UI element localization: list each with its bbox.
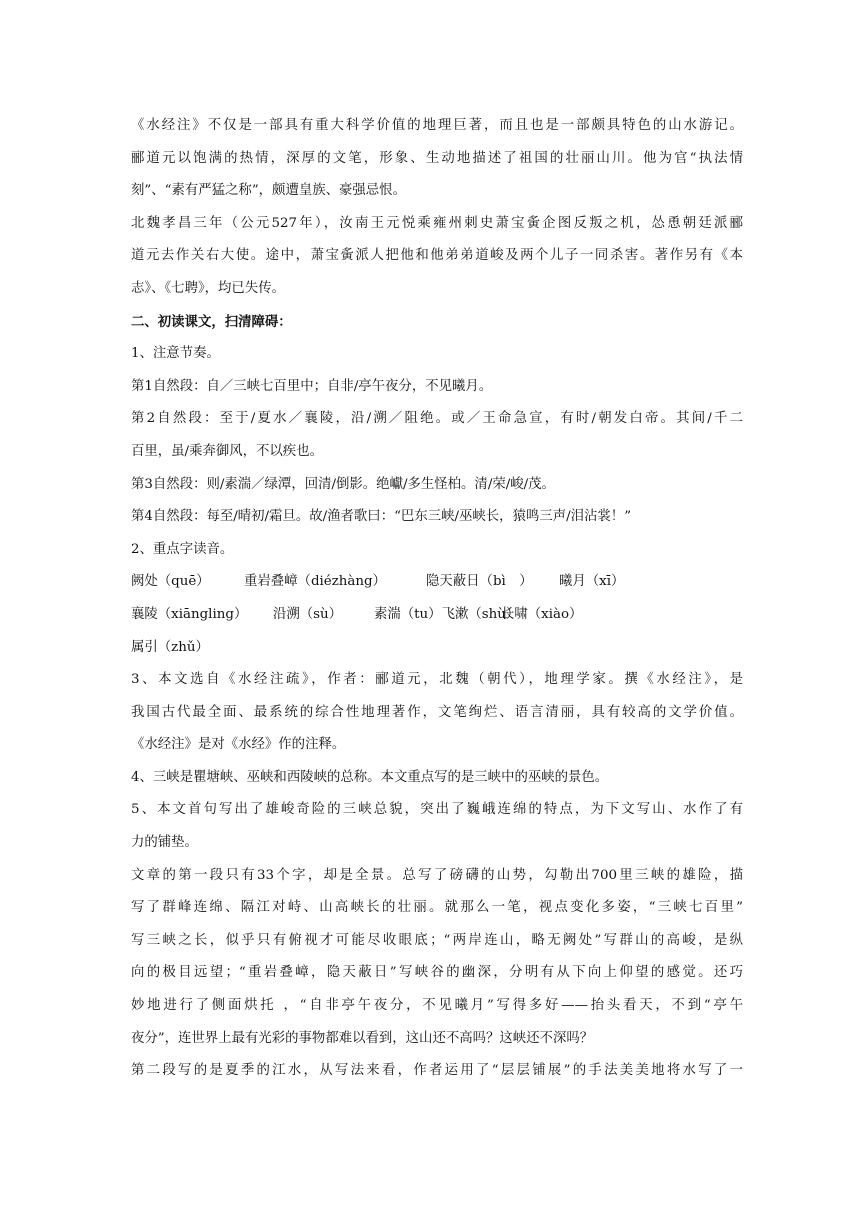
pron-item: 素湍（tu）飞漱（shù） (374, 606, 520, 622)
pronunciation-row-3 (131, 632, 743, 665)
history-line-2: 道元去作关右大使。途中，萧宝夤派人把他和他弟弟道峻及两个儿子一同杀害。著作另有《本 (131, 248, 743, 264)
pron-item: 长啸（xiào） (501, 606, 583, 622)
intro-line-2: 郦道元以饱满的热情，深厚的文笔，形象、生动地描述了祖国的壮丽山川。他为官“执法情 (131, 150, 743, 166)
item2-title: 2、重点字读音。 (131, 541, 234, 557)
pron-item: 隐天蔽日（bì ） (426, 574, 533, 590)
analysis1-line-3: 写三峡之长，似乎只有俯视才可能尽收眼底；“两岸连山，略无阙处”写群山的高峻，是纵 (131, 932, 743, 948)
rhythm-para2-line-1: 第2自然段：至于/夏水／襄陵，沿/溯／阻绝。或／王命急宣，有时/朝发白帝。其间/千二 (131, 411, 743, 427)
document-body (131, 110, 743, 1088)
intro-line-3: 刻”、“素有严猛之称”，颇遭皇族、豪强忌恨。 (131, 183, 406, 199)
rhythm-para4: 第4自然段：每至/晴初/霜旦。故/渔者歌曰：“巴东三峡/巫峡长，猿鸣三声/泪沾裳！” (131, 509, 632, 525)
analysis1-line-4: 向的极目远望；“重岩叠嶂，隐天蔽日”写峡谷的幽深，分明有从下向上仰望的感觉。还巧 (131, 965, 743, 981)
section-heading: 二、初读课文，扫清障碍： (131, 313, 292, 330)
pron-item: 属引（zhǔ） (131, 639, 209, 655)
history-line-1: 北魏孝昌三年（公元527年），汝南王元悦乘雍州刺史萧宝夤企图反叛之机，怂恿朝廷派郦 (131, 215, 743, 231)
pron-item: 重岩叠嶂（diézhàng） (244, 574, 386, 590)
item4: 4、三峡是瞿塘峡、巫峡和西陵峡的总称。本文重点写的是三峡中的巫峡的景色。 (131, 769, 609, 785)
item5-line-1: 5、本文首句写出了雄峻奇险的三峡总貌，突出了巍峨连绵的特点，为下文写山、水作了有 (131, 802, 743, 818)
rhythm-para1: 第1自然段：自／三峡七百里中；自非/亭午夜分，不见曦月。 (131, 378, 493, 394)
history-line-3: 志》、《七聘》，均已失传。 (131, 280, 285, 296)
item3-line-1: 3、本文选自《水经注疏》，作者：郦道元，北魏（朝代），地理学家。撰《水经注》，是 (131, 672, 743, 688)
intro-line-1: 《水经注》不仅是一部具有重大科学价值的地理巨著，而且也是一部颇具特色的山水游记。 (131, 118, 743, 133)
pronunciation-row-2 (131, 599, 743, 632)
analysis1-line-5: 妙地进行了侧面烘托 ，“自非亭午夜分，不见曦月”写得多好——抬头看天，不到“亭午 (131, 998, 743, 1014)
item5-line-2: 力的铺垫。 (131, 835, 198, 851)
item3-line-2: 我国古代最全面、最系统的综合性地理著作，文笔绚烂、语言清丽，具有较高的文学价值。 (131, 704, 743, 720)
analysis1-line-6: 夜分”，连世界上最有光彩的事物都难以看到，这山还不高吗？这峡还不深吗？ (131, 1030, 594, 1046)
pron-item: 曦月（xī） (559, 574, 625, 590)
item1-title: 1、注意节奏。 (131, 346, 220, 362)
rhythm-para2-line-2: 百里，虽/乘奔御风，不以疾也。 (131, 443, 323, 459)
pron-item: 襄陵（xiāngling） (131, 606, 248, 622)
analysis2-line-1: 第二段写的是夏季的江水，从写法来看，作者运用了“层层铺展”的手法美美地将水写了一 (131, 1063, 743, 1079)
pronunciation-row-1 (131, 566, 743, 599)
rhythm-para3: 第3自然段：则/素湍／绿潭，回清/倒影。绝巘/多生怪柏。清/荣/峻/茂。 (131, 476, 555, 492)
pron-item: 阙处（quē） (131, 574, 210, 590)
analysis1-line-2: 写了群峰连绵、隔江对峙、山高峡长的壮丽。就那么一笔，视点变化多姿，“三峡七百里” (131, 900, 743, 916)
pron-item: 沿溯（sù） (273, 606, 343, 622)
analysis1-line-1: 文章的第一段只有33个字，却是全景。总写了磅礴的山势，勾勒出700里三峡的雄险，描 (131, 867, 743, 883)
item3-line-3: 《水经注》是对《水经》作的注释。 (131, 737, 346, 753)
